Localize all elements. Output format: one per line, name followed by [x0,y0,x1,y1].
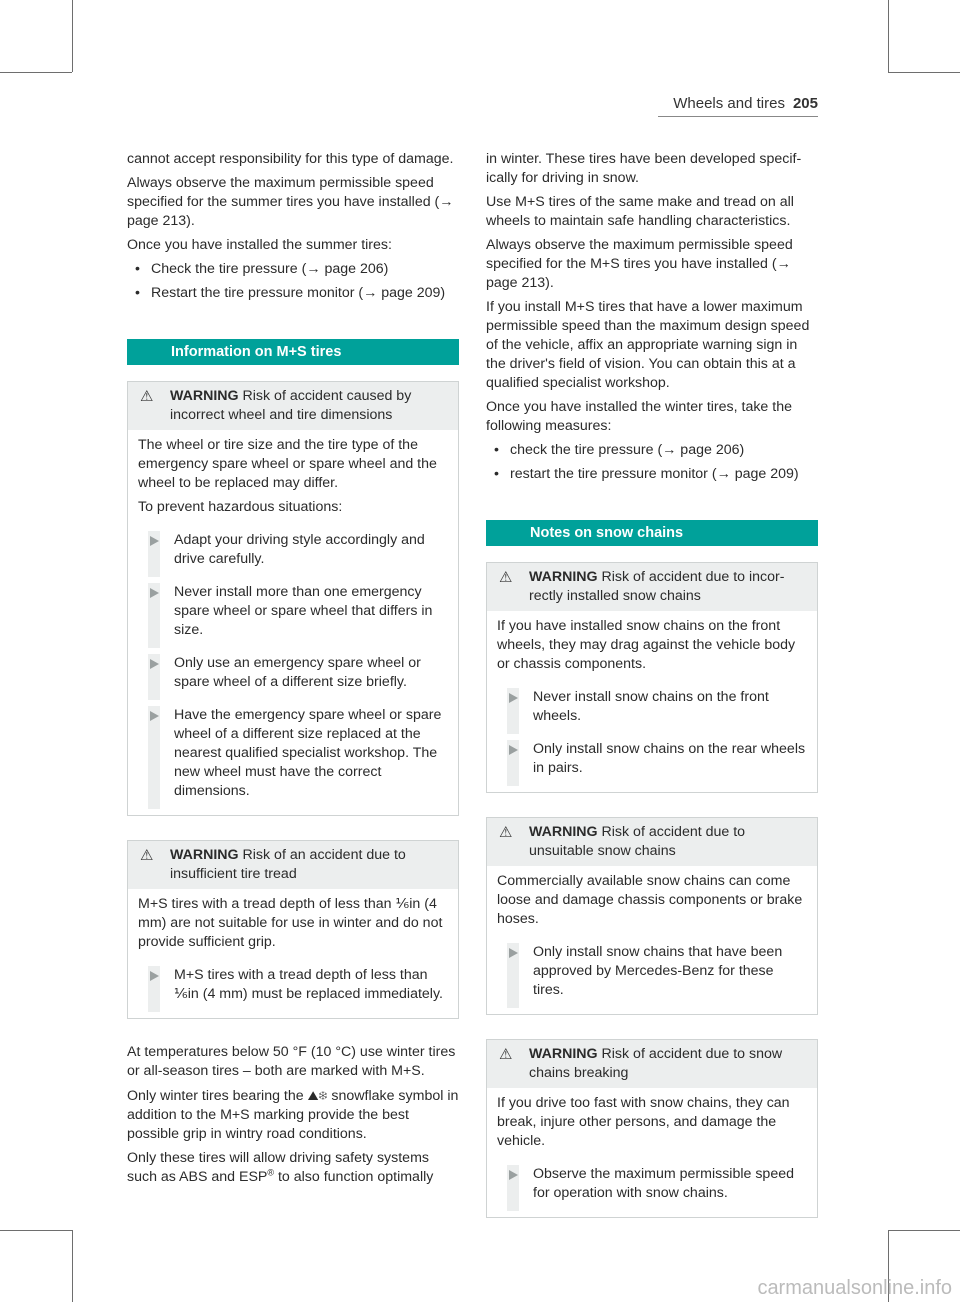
warning-label: WARNING [529,1046,598,1062]
list-item: • check the tire pressure (→ page 206) [486,441,818,460]
paragraph: The wheel or tire size and the tire type of the emergency spare wheel or spare wheel and the wheel to be replaced may differ. [138,437,437,491]
paragraph: Commercially available snow chains can come loose and damage chassis components or brake hoses. [497,873,803,927]
instruction-step: Adapt your driving style accordingly and drive carefully. [138,531,448,569]
warning-box [127,381,459,816]
warning-header [128,841,458,889]
section-heading-ms-tires: Information on M+S tires [127,339,459,365]
paragraph: Once you have installed the winter tires, take the following measures: [486,399,792,434]
text-run: to also function optimally [277,1169,434,1185]
left-column [127,150,459,1192]
paragraph [127,1086,459,1144]
crop-mark [888,72,960,73]
warning-box [127,840,459,1019]
crop-mark [72,0,73,72]
warning-triangle-icon: ⚠ [499,569,513,586]
warning-title: Risk of accident due to incorrectly installed snow chains [529,569,785,604]
warning-title: Risk of accident due to snow chains breaking [529,1046,783,1081]
paragraph: Use M+S tires of the same make and tread on all wheels to maintain safe handling characteristics. [486,194,794,229]
section-heading-snow-chains: Notes on snow chains [486,520,818,546]
warning-body [487,1088,817,1217]
warning-triangle-icon: ⚠ [140,847,154,864]
right-column [486,150,818,1242]
warning-header [487,563,817,611]
running-header [673,95,818,112]
warning-title: Risk of accident due to unsuitable snow chains [529,824,746,859]
instruction-step: Never install snow chains on the front wheels. [497,688,807,726]
list-item: • Check the tire pressure (→ page 206) [127,260,459,279]
warning-triangle-icon: ⚠ [140,388,154,405]
warning-label: WARNING [170,847,239,863]
page-number: 205 [792,95,818,112]
warning-label: WARNING [170,388,239,404]
paragraph: in winter. These tires have been developed specifically for driving in snow. [486,151,802,186]
warning-body [128,430,458,815]
warning-body [128,889,458,1018]
warning-body [487,611,817,792]
instruction-step: M+S tires with a tread depth of less than ⅙in (4 mm) must be replaced immediately. [138,966,448,1004]
instruction-step: Only use an emergency spare wheel or spare wheel of a different size briefly. [138,654,448,692]
warning-header [128,382,458,430]
paragraph: M+S tires with a tread depth of less than ⅙in (4 mm) are not suitable for use in winter and do not provide sufficient grip. [138,896,443,950]
warning-header [487,818,817,866]
warning-box [486,562,818,793]
text-run: Only winter tires bearing the [127,1088,304,1104]
text-run: Only these tires will allow driving safety systems such as ABS and ESP [127,1150,429,1185]
header-rule [658,116,818,117]
paragraph: At temperatures below 50 °F (10 °C) use winter tires or all-season tires – both are marked with M+S. [127,1044,456,1079]
paragraph: Always observe the maximum permissible speed specified for the M+S tires you have installed (→ page 213). [486,237,793,291]
warning-triangle-icon: ⚠ [499,1046,513,1063]
warning-box [486,817,818,1015]
paragraph: Always observe the maximum permissible speed specified for the summer tires you have installed (→ page 213). [127,175,454,229]
instruction-step: Have the emergency spare wheel or spare wheel of a different size replaced at the nearest qualified specialist workshop. The new wheel must have the correct dimensions. [138,706,448,801]
instruction-step: Only install snow chains on the rear wheels in pairs. [497,740,807,778]
instruction-step: Only install snow chains that have been approved by Mercedes-Benz for these tires. [497,943,807,1000]
warning-header [487,1040,817,1088]
instruction-step: Observe the maximum permissible speed for operation with snow chains. [497,1165,807,1203]
crop-mark [0,72,72,73]
paragraph: If you have installed snow chains on the front wheels, they may drag against the vehicle body or chassis components. [497,618,796,672]
crop-mark [888,1230,960,1231]
crop-mark [72,1230,73,1302]
warning-label: WARNING [529,824,598,840]
snowflake-mountain-icon: ⛰❄ [307,1088,328,1103]
paragraph: To prevent hazardous situations: [138,499,343,515]
paragraph [127,1149,459,1187]
paragraph: cannot accept responsibility for this type of damage. [127,151,454,167]
instruction-step: Never install more than one emergency spare wheel or spare wheel that differs in size. [138,583,448,640]
text-run: snowflake symbol in addition to the M+S marking provide the best possible grip in wintry road conditions. [127,1088,459,1142]
paragraph: If you drive too fast with snow chains, they can break, injure other persons, and damage the vehicle. [497,1095,790,1149]
paragraph: If you install M+S tires that have a lower maximum permissible speed than the maximum design speed of the vehicle, affix an appropriate warning sign in the driver's field of vision. You can obtain this at a qualified specialist workshop. [486,299,810,391]
watermark: carmanualsonline.info [757,1277,952,1299]
warning-body [487,866,817,1014]
header-section: Wheels and tires [673,95,785,112]
crop-mark [888,0,889,72]
crop-mark [0,1230,72,1231]
list-item: • restart the tire pressure monitor (→ page 209) [486,465,818,484]
list-item: • Restart the tire pressure monitor (→ page 209) [127,284,459,303]
warning-title: Risk of accident caused by incorrect wheel and tire dimensions [170,388,412,423]
paragraph: Once you have installed the summer tires: [127,237,392,253]
warning-triangle-icon: ⚠ [499,824,513,841]
warning-title: Risk of an accident due to insufficient tire tread [170,847,406,882]
warning-label: WARNING [529,569,598,585]
registered-mark: ® [267,1167,275,1178]
warning-box [486,1039,818,1218]
